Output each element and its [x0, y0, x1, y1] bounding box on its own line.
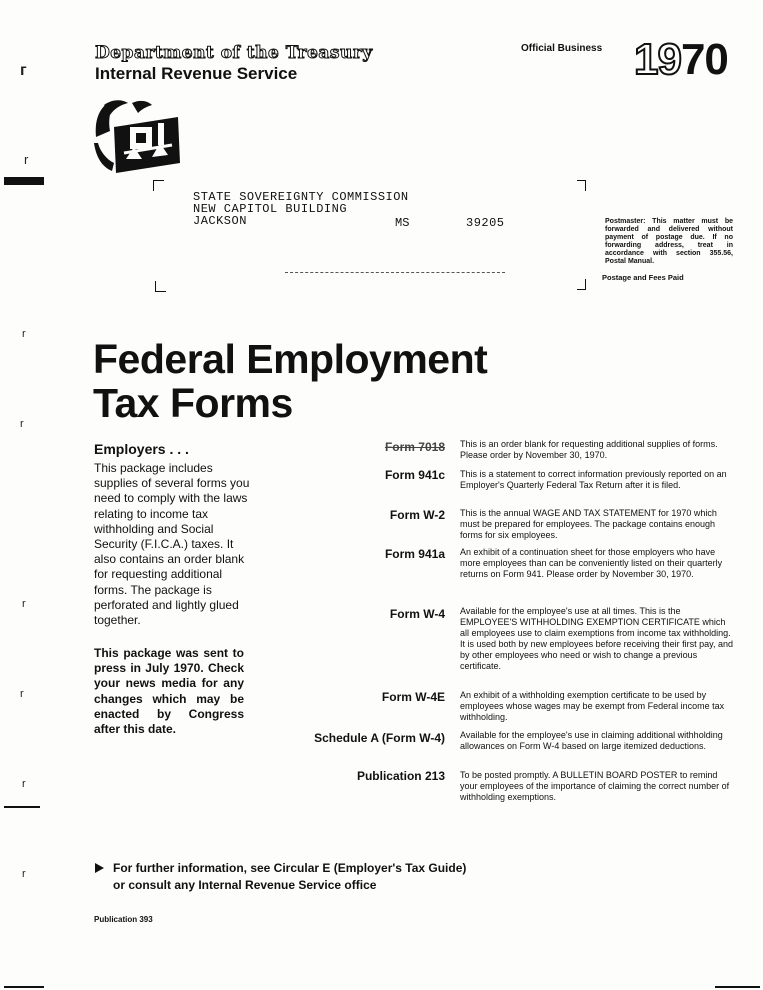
postmaster-notice: Postmaster: This matter must be forwarded and delivered without payment of postage due. If no forwarding address, treat in accordance with section 355.56, Postal Manual.	[605, 218, 733, 265]
form-label-schedule-a: Schedule A (Form W-4)	[314, 731, 445, 745]
scan-bar	[4, 986, 44, 988]
form-desc-941c: This is a statement to correct information previously reported on an Employer's Quarterly Federal Tax Return after it is filed.	[460, 469, 727, 490]
employers-intro: This package includes supplies of several forms you need to comply with the laws relating to income tax withholding and Social Security (F.I.C.A.) taxes. It also contains an order blank for requesting additional forms. The package is perforated and lightly glued together.	[94, 461, 250, 628]
form-label-7018: Form 7018	[384, 440, 445, 454]
scan-bar	[715, 986, 760, 988]
year-solid-digits: 70	[680, 35, 728, 84]
form-desc-schedule-a: Available for the employee's use in claiming additional withholding allowances on Form W-4 based on large itemized deductions.	[460, 730, 723, 751]
form-label-w4e: Form W-4E	[381, 690, 445, 704]
treasury-seal-icon	[92, 97, 184, 177]
dashed-divider	[285, 272, 505, 273]
address-corner-bottom-left	[155, 281, 166, 292]
scan-bar	[4, 806, 40, 808]
form-desc-w4: Available for the employee's use at all times. This is the EMPLOYEE'S WITHHOLDING EXEMPTION CERTIFICATE which all employees use to claim exemptions from income tax withholding. It is used both by new employees before receiving their first pay, and by other employees who need or wish to change a previous certificate.	[460, 606, 733, 671]
press-note: This package was sent to press in July 1970. Check your news media for any changes which may be enacted by Congress after this date.	[94, 646, 244, 737]
form-label-941a: Form 941a	[384, 547, 445, 561]
agency-name: Internal Revenue Service	[95, 64, 298, 83]
form-desc-w2: This is the annual WAGE AND TAX STATEMENT for 1970 which must be prepared for employees. The package contains enough forms for six employees.	[460, 508, 717, 540]
page-title	[93, 337, 487, 425]
title-line-1: Federal Employment	[93, 336, 488, 382]
form-desc-pub-213: To be posted promptly. A BULLETIN BOARD POSTER to remind your employees of the importance of claiming the correct number of withholding exemptions.	[460, 770, 730, 802]
form-label-pub-213: Publication 213	[356, 769, 445, 783]
year-label	[634, 35, 728, 84]
arrow-right-icon	[95, 863, 104, 873]
publication-number: Publication 393	[94, 915, 153, 924]
scan-mark: r	[22, 778, 26, 790]
scan-mark: r	[22, 598, 26, 610]
scan-bar	[4, 177, 44, 185]
further-info	[95, 860, 466, 894]
scan-mark: r	[22, 868, 26, 880]
employers-heading: Employers . . .	[94, 441, 189, 457]
address-state: MS	[395, 216, 410, 230]
scan-mark: ᴦ	[20, 62, 27, 79]
year-outline-digits: 19	[634, 35, 681, 84]
form-desc-941a: An exhibit of a continuation sheet for those employers who have more employees than can be conveniently listed on their quarterly returns on Form 941. Please order by November 30, 1970.	[460, 547, 723, 579]
address-line-2: NEW CAPITOL BUILDING	[193, 202, 348, 216]
official-business-label: Official Business	[521, 43, 603, 54]
form-desc-7018: This is an order blank for requesting additional supplies of forms. Please order by November 30, 1970.	[460, 439, 718, 460]
address-line-1: STATE SOVEREIGNTY COMMISSION	[193, 190, 409, 204]
form-desc-w4e: An exhibit of a withholding exemption certificate to be used by employees whose wages may be exempt from Federal income tax withholding.	[460, 690, 725, 722]
scan-mark: r	[20, 418, 24, 430]
form-label-w2: Form W-2	[389, 508, 445, 522]
form-label-w4: Form W-4	[389, 607, 445, 621]
scan-mark: r	[20, 688, 24, 700]
address-corner-bottom-right	[577, 279, 586, 290]
address-corner-top-left	[153, 180, 164, 191]
postage-notice: Postage and Fees Paid	[602, 273, 684, 282]
form-label-941c: Form 941c	[384, 468, 445, 482]
address-line-3: JACKSON	[193, 214, 247, 228]
scan-mark: r	[24, 152, 29, 167]
address-corner-top-right	[577, 180, 586, 191]
scan-mark: r	[22, 328, 26, 340]
further-info-line-2: or consult any Internal Revenue Service office	[113, 878, 377, 892]
department-name: Department of the Treasury	[95, 43, 373, 63]
address-zip: 39205	[466, 216, 505, 230]
mailing-address	[193, 191, 409, 227]
title-line-2: Tax Forms	[93, 380, 293, 426]
further-info-line-1: For further information, see Circular E (Employer's Tax Guide)	[113, 861, 467, 875]
